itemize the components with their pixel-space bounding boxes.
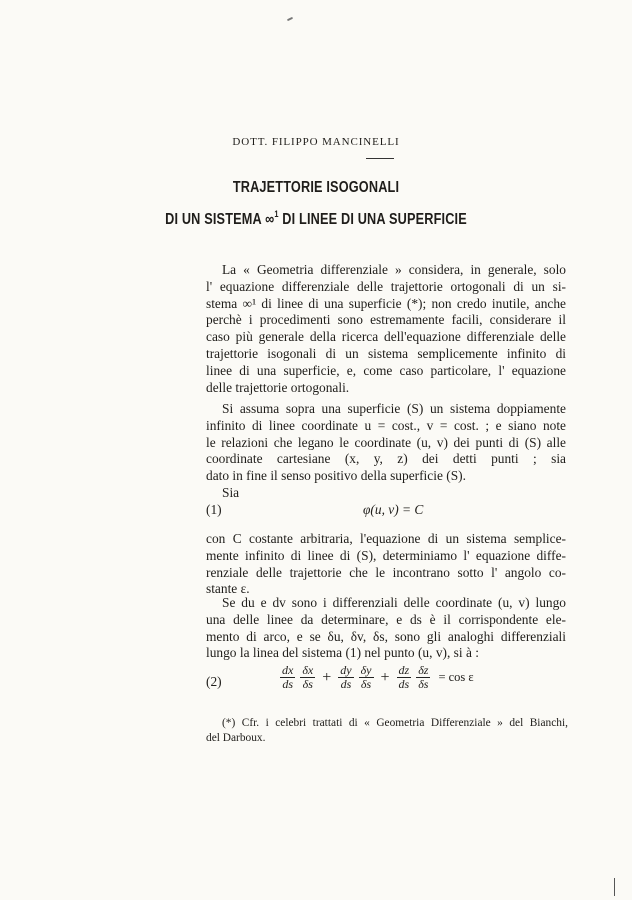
paragraph-setup [206, 401, 566, 502]
denominator: ds [340, 677, 352, 691]
numerator: dx [282, 663, 294, 677]
author-rule [366, 158, 394, 159]
text-line: coordinate cartesiane (x, y, z) dei detti punti ; sia [206, 451, 566, 467]
text-line: caso più generale della ricerca dell'equazione differenziale delle [206, 329, 566, 345]
equation-1-number: (1) [206, 502, 222, 517]
text-line: perchè i procedimenti sono estremamente facili, considerare il [206, 312, 566, 328]
text-line: Se du e dv sono i differenziali delle coordinate (u, v) lungo [222, 595, 566, 610]
numerator: dz [398, 663, 410, 677]
text-line: renziale delle trajettorie che le incontrano sotto l' angolo co- [206, 564, 566, 580]
title-line-2 [57, 209, 575, 229]
text-line: con C costante arbitraria, l'equazione di un sistema semplice- [206, 531, 566, 546]
text-line: Si assuma sopra una superficie (S) un sistema doppiamente [222, 401, 566, 416]
denominator: ds [282, 677, 293, 691]
text-line: La « Geometria differenziale » considera, in generale, solo [222, 262, 566, 277]
text-line: stante ε. [206, 581, 250, 597]
paragraph-differentials [206, 595, 566, 662]
paragraph-intro [206, 262, 566, 396]
fraction-dz-ds [397, 664, 412, 691]
footnote-line: del Darboux. [206, 732, 266, 744]
equation-2-rhs: = cos ε [438, 670, 474, 684]
paragraph-system [206, 531, 566, 598]
paper-speck [287, 17, 293, 21]
equation-2 [206, 664, 566, 700]
text-line: lungo la linea del sistema (1) nel punto (u, v), si à : [206, 645, 479, 661]
text-line: mente infinito di linee di (S), determiniamo l' equazione diffe- [206, 547, 566, 563]
text-line: una delle linee da determinare, e ds è il corrispondente ele- [206, 611, 566, 627]
text-line: l' equazione differenziale delle trajettorie ortogonali di un si- [206, 278, 566, 294]
text-line: infinito di linee coordinate u = cost., v = cost. ; e siano note [206, 417, 566, 433]
fraction-deltaz-deltas [416, 664, 430, 691]
text-line: mento di arco, e se δu, δv, δs, sono gli analoghi differenziali [206, 628, 566, 644]
title-line-2-pre: DI UN SISTEMA ∞ [165, 211, 275, 228]
numerator: dy [340, 663, 352, 677]
text-line: stema ∞¹ di linee di una superficie (*); non credo inutile, anche [206, 295, 566, 311]
equation-2-expression [280, 664, 474, 691]
margin-mark [614, 878, 615, 896]
text-line: Sia [222, 484, 240, 500]
equation-2-number: (2) [206, 674, 222, 689]
fraction-dy-ds [338, 664, 353, 691]
text-line: linee di una superficie, e, come caso particolare, l' equazione [206, 362, 566, 378]
equation-1 [0, 502, 632, 520]
fraction-deltax-deltas [300, 664, 315, 691]
text-line: delle trajettorie ortogonali. [206, 379, 350, 395]
denominator: δs [360, 677, 372, 691]
denominator: δs [302, 677, 313, 691]
text-line: dato in fine il senso positivo della superficie (S). [206, 468, 466, 484]
equation-1-body: φ(u, v) = C [363, 502, 424, 517]
plus-sign: + [380, 668, 390, 686]
author-line: DOTT. FILIPPO MANCINELLI [232, 136, 400, 148]
numerator: δx [302, 663, 314, 677]
fraction-deltay-deltas [359, 664, 374, 691]
plus-sign: + [322, 668, 332, 686]
title-line-1: TRAJETTORIE ISOGONALI [232, 179, 400, 196]
text-line: trajettorie isogonali di un sistema semplicemente infinito di [206, 345, 566, 361]
footnote [206, 716, 568, 746]
footnote-line: (*) Cfr. i celebri trattati di « Geometria Differenziale » del Bianchi, [222, 717, 568, 729]
numerator: δy [360, 663, 372, 677]
text-line: le relazioni che legano le coordinate (u, v) dei punti di (S) alle [206, 434, 566, 450]
denominator: δs [418, 677, 429, 691]
numerator: δz [418, 663, 429, 677]
title-line-2-post: DI LINEE DI UNA SUPERFICIE [278, 211, 467, 228]
fraction-dx-ds [280, 664, 295, 691]
denominator: ds [398, 677, 410, 691]
title-exponent: 1 [274, 209, 279, 219]
